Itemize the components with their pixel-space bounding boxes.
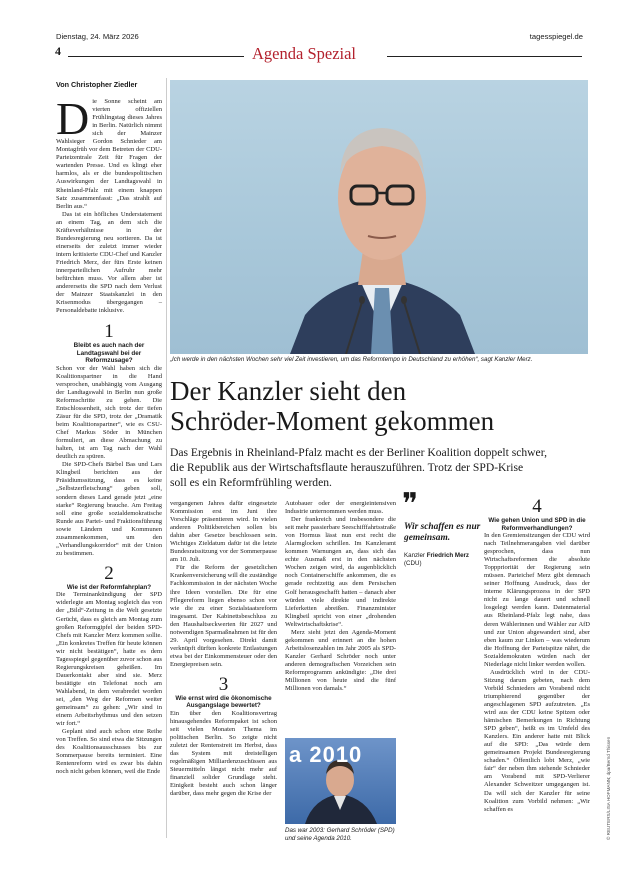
question-2-paragraph: Geplant sind auch schon eine Reihe von Treffen. So sind etwa die Sitzungen des Koalitionsausschusses bis zur Sommerpause bereits terminiert. Eine Rentenreform wird es zwar bis dahin noch nicht geben können, weil die Ende [56,728,162,776]
question-1-number: 1 [104,321,114,343]
question-3-number: 3 [218,673,229,695]
column-2 [170,500,277,799]
photo-credit: © REUTERS/LISA HOFMANN; dpa/Bernd Thissen [606,736,611,840]
byline: Von Christopher Ziedler [56,80,138,89]
teaser [170,446,547,490]
pullquote-mark: ❞ [402,488,419,521]
question-2-number: 2 [104,562,114,584]
question-1-heading: Bleibt es auch nach der Landtagswahl bei der Reformzusage? [73,342,145,365]
question-2-heading: Wie ist der Reformfahrplan? [66,583,152,591]
page-number: 4 [55,44,61,58]
question-4-paragraph: In den Gremiensitzungen der CDU wird nach Teilnehmerangaben viel darüber gesprochen, dass nun Wirtschaftsreformen die absolute Topppriorität der Regierung sein müssen. Parteichef Merz gibt demnach seiner Hoffnung Ausdruck, dass der interne Klärungsprozess in der SPD nicht zu lange dauert und schnell losgelegt werden kann. Datenmaterial aus Rheinland-Pfalz legt nahe, dass deren Wählerinnen und Wähler zur AfD und zur Union abgewandert sind, aber eben kaum zur Linken – was wiederum die Hoffnung der Parteispitze nährt, die Sozialdemokraten würden nach der Niederlage nicht linker werden wollen. [484,532,590,668]
col1-paragraph: Das ist ein höfliches Understatement an einem Tag, an dem sich die Kräfteverhältnisse in der Bundesregierung neu sortieren. Da ist einerseits der zuletzt immer wieder intern kritisierte CDU-Chef und Kanzler Friedrich Merz, der fürs Erste keinen innerparteilichen Aufruhr mehr befürchten muss. Vor allem aber ist andererseits die SPD nach dem Verlust der Mainzer Staatskanzlei in den Krisenmodus übergegangen – Personaldebatte inklusive. [56,210,162,315]
small-photo-backdrop-text: a 2010 [289,742,363,767]
teaser-line-2: die Republik aus der Wirtschaftsflaute herauszuführen. Trotz der SPD-Krise [170,460,524,474]
column-divider [166,78,167,838]
headline-line-2: Schröder-Moment gekommen [170,406,495,436]
small-photo-caption: Das war 2003: Gerhard Schröder (SPD) und seine Agenda 2010. [285,827,395,842]
main-photo [170,80,588,354]
main-photo-caption: „Ich werde in den nächsten Wochen sehr viel Zeit investieren, um das Reformtempo in Deutschland zu erhöhen“, sagt Kanzler Merz. [170,356,533,363]
question-1-paragraph: Die SPD-Chefs Bärbel Bas und Lars Klingbeil berichten aus der Präsidiumssitzung, dass es keine „Selbstzerfleischung“ geben soll, sondern dieses Land gerade jetzt „eine starke“ Regierung brauche. Am Freitag soll eine große sozialdemokratische Runde aus Partei- und Fraktionsführung sowie Ländern und Kommunen zusammenkommen, um den „Verhandlungskorridor“ mit der Union zu bestimmen. [56,461,162,557]
portrait-illustration [170,80,588,354]
question-3-heading: Wie ernst wird die ökonomische Ausgangslage bewertet? [175,694,272,710]
teaser-line-1: Das Ergebnis in Rheinland-Pfalz macht es der Berliner Koalition doppelt schwer, [170,446,547,459]
headline-line-1: Der Kanzler sieht den [170,376,407,406]
pullquote-attribution-prefix: Kanzler [404,552,425,559]
question-4-paragraph: Ausdrücklich wird in der CDU-Sitzung darum gebeten, nach dem Vorbild Schnieders am Vorabend nicht triumphierend gegenüber der angeschlagenen SPD aufzutreten. „Es wird aus der CDU keine Spitzen oder hämischen Bemerkungen in Richtung SPD geben“, heißt es im Umfeld des Kanzlers. Ein anderer hatte mit Blick auf die SPD: „Das würde dem gemeinsamen Projekt Bundesregierung schaden.“ Öffentlich lobt Merz, „wie fair“ der neben ihm stehende Schnieder am Vorabend mit SPD-Verlierer Alexander Schweitzer umgegangen ist. Da will sich der Kanzler für seine Koalition zum Vorbild nehmen: „Wir schaffen es [484,668,590,813]
question-3-paragraph: Ein über den Koalitionsvertrag hinausgehendes Reformpaket ist schon seit vielen Monaten Thema im politischen Berlin. So zeigte nicht zuletzt der Rentenstreit im Herbst, dass das System mit dreistelligen regelmäßigen Milliardenzuschüssen aus Steuermitteln längst nicht mehr auf finanziell solider Grundlage steht. Einigkeit besteht auch schon länger darüber, dass mehr gegen die Krise der [170,709,277,798]
teaser-line-3: soll es ein Reformfrühling werden. [170,475,332,489]
column-3 [285,500,396,693]
pullquote-attribution-name: Friedrich Merz [426,552,470,559]
header-rule-right [387,56,582,57]
header-site: tagesspiegel.de [529,32,583,41]
col3-paragraph: Autobauer oder der energieintensiven Industrie unternommen werden muss. [285,500,396,516]
small-photo [285,738,396,824]
pullquote-attribution [404,552,486,567]
question-4-heading: Wie gehen Union und SPD in die Reformverhandlungen? [488,517,586,532]
lead-paragraph: ie Sonne scheint am vierten offiziellen Frühlingstag dieses Jahres in Berlin. Natürlich nimmt sich der Mainzer Wahlsieger Gordon Schnieder am Montagfrüh vor dem Betreten der CDU-Parteizentrale Zeit für Fragen der wartenden Presse. Und es klingt eher harmlos, als er die bundespolitischen Auswirkungen der Landtagswahl in Rheinland-Pfalz mit einem knappen Satz zusammenfasst: „Das strahlt auf Berlin aus.“ [56,98,162,210]
dropcap: D [56,93,90,144]
header-date: Dienstag, 24. März 2026 [56,32,139,41]
col2-paragraph: vergangenen Jahres dafür eingesetzte Kommission erst im Juni ihre Vorschläge präsentieren wird. In vielen anderen Politikbereichen sollen bis dahin aber Gesetze beschlossen sein. Wichtiges Zieldatum dafür ist die letzte Bundesratssitzung vor der Sommerpause am 10. Juli. [170,500,277,564]
column-1 [56,93,162,776]
header-rule-left [68,56,244,57]
col2-paragraph: Für die Reform der gesetzlichen Krankenversicherung will die zuständige Fachkommission in der nächsten Woche ihre Ideen vorstellen. Die für eine Pflegereform liegen ebenso schon vor wie die zu einer Sozialstaatsreform insgesamt. Der Kabinettsbeschluss zu den Haushaltseckwerten für 2027 und notwendigen Sparmaßnahmen ist für den 29. April vorgesehen. Direkt damit verknüpft dürften konkrete Entlastungen etwa bei der Einkommensteuer oder den Energiepreisen sein. [170,564,277,668]
col3-paragraph: Der frankreich und insbesondere die seit mehr passierbare Seeschifffahrtsstraße von Hormus lässt nun erst recht die Alarmglocken schrillen. Im Kanzleramt kommen Warnungen an, dass sich das echte Ausmaß erst in den nächsten Wochen zeigen wird, da augenblicklich noch Containerschiffe ankommen, die es gerade rechtzeitig aus dem Persischen Golf herausgeschafft hatten – danach aber würden viele direkte und indirekte Lieferketten abreißen. Finanzminister Klingbeil spricht von einer „drohenden Weltwirtschaftskrise“. [285,516,396,628]
question-4-number: 4 [532,496,542,517]
pullquote-attribution-party: (CDU) [404,559,422,567]
headline [170,376,494,436]
section-title: Agenda Spezial [252,44,357,63]
col3-paragraph: Merz sieht jetzt den Agenda-Moment gekommen und erinnert an die hohen Arbeitslosenzahlen im Jahr 2005 als SPD-Kanzler Gerhard Schröder noch unter anderen demografischen Vorzeichen sein Reformprogramm ankündigte: „Die drei Millionen von heute sind die fünf Millionen von damals.“ [285,628,396,693]
question-1-paragraph: Schon vor der Wahl haben sich die Koalitionspartner in die Hand versprochen, unabhängig vom Ausgang der Landtagswahl in Berlin nun große Reformschritte zu gehen. Die Entschlossenheit, sich trotz der tiefen Zäsur für die SPD, trotz der „Dramatik beim Koalitionspartner“, wie es CSU-Chef Markus Söder in München formuliert, an diese Abmachung zu halten, ist am Tag nach der Wahl deutlich zu spüren. [56,364,162,461]
question-2-paragraph: Die Terminankündigung der SPD widerlegte am Montag sogleich das von der „Bild“-Zeitung in die Welt gesetzte Gerücht, dass es gleich am Montag zum großen Reformgipfel der beiden SPD-Chefs mit Kanzler Merz kommen sollte. „Ein konkretes Treffen für heute können wir nicht bestätigen“, hatte es dem Tagesspiegel gegenüber zuvor schon aus Regierungskreisen geheißen. Im Dauerkontakt aber sind sie. Merz bestätigte ein Telefonat noch am Wahlabend, in dem verabredet worden sei, „den Weg der Reformen weiter gemeinsam“ zu gehen: „Wir sind in einem Arbeitsrhythmus und den setzen wir fort.“ [56,591,162,728]
column-4 [484,497,590,814]
pullquote-text: Wir schaffen es nur gemeinsam. [404,522,481,543]
